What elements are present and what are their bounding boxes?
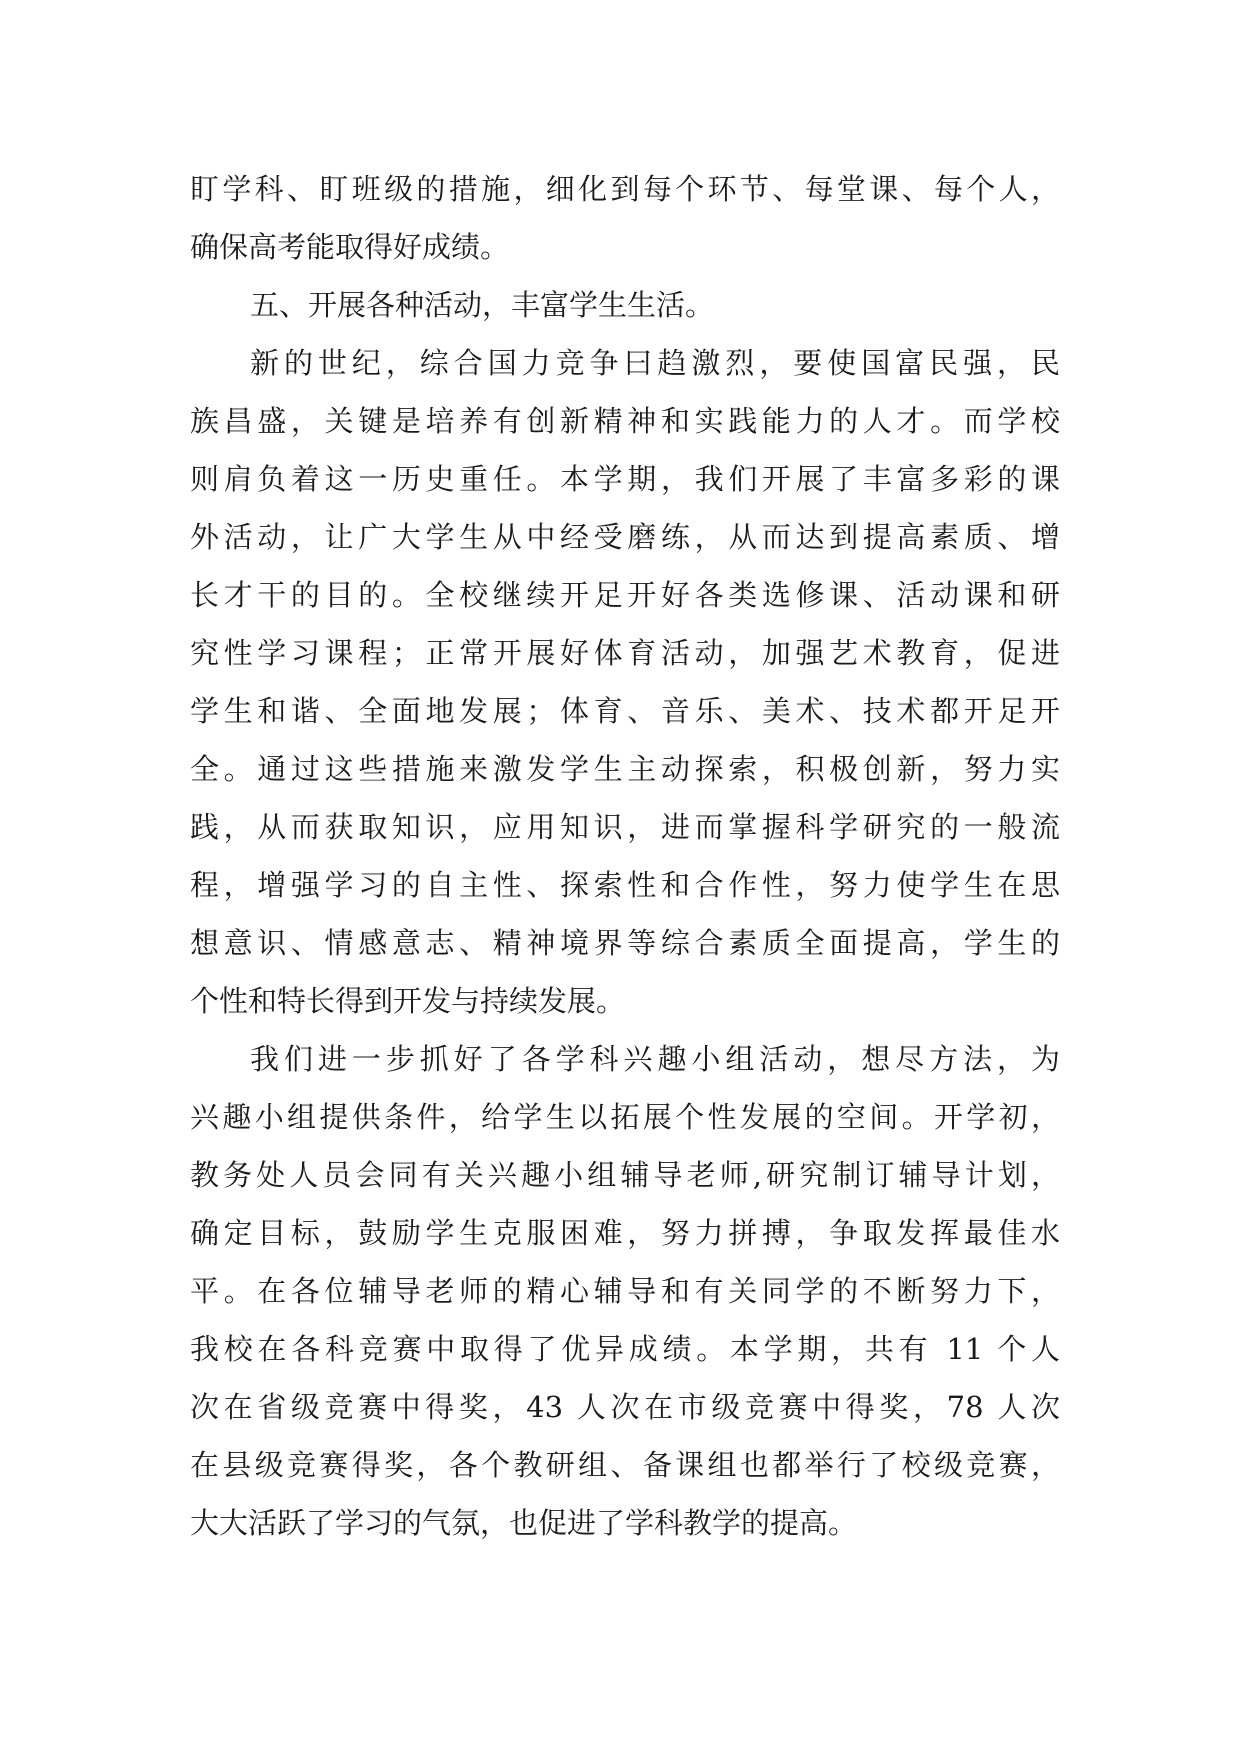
text-line: 在县级竞赛得奖，各个教研组、备课组也都举行了校级竞赛， bbox=[190, 1448, 1060, 1482]
document-body bbox=[190, 160, 1060, 1552]
text-line: 我校在各科竞赛中取得了优异成绩。本学期，共有 11 个人 bbox=[190, 1332, 1060, 1366]
text-line: 教务处人员会同有关兴趣小组辅导老师,研究制订辅导计划， bbox=[190, 1158, 1060, 1192]
text-line: 想意识、情感意志、精神境界等综合素质全面提高，学生的 bbox=[190, 926, 1060, 960]
text-line: 长才干的目的。全校继续开足开好各类选修课、活动课和研 bbox=[190, 578, 1060, 612]
text-line: 次在省级竞赛中得奖，43 人次在市级竞赛中得奖，78 人次 bbox=[190, 1390, 1060, 1424]
text-line: 程，增强学习的自主性、探索性和合作性，努力使学生在思 bbox=[190, 868, 1060, 902]
section-heading: 五、开展各种活动，丰富学生生活。 bbox=[250, 288, 715, 322]
text-line: 兴趣小组提供条件，给学生以拓展个性发展的空间。开学初， bbox=[190, 1100, 1060, 1134]
text-line: 学生和谐、全面地发展；体育、音乐、美术、技术都开足开 bbox=[190, 694, 1060, 728]
text-line: 新的世纪，综合国力竞争曰趋激烈，要使国富民强，民 bbox=[250, 346, 1060, 380]
text-line: 究性学习课程；正常开展好体育活动，加强艺术教育，促进 bbox=[190, 636, 1060, 670]
text-line: 则肩负着这一历史重任。本学期，我们开展了丰富多彩的课 bbox=[190, 462, 1060, 496]
text-line: 外活动，让广大学生从中经受磨练，从而达到提高素质、增 bbox=[190, 520, 1060, 554]
text-line: 确保高考能取得好成绩。 bbox=[190, 230, 510, 264]
text-line: 我们进一步抓好了各学科兴趣小组活动，想尽方法，为 bbox=[250, 1042, 1060, 1076]
text-line: 平。在各位辅导老师的精心辅导和有关同学的不断努力下， bbox=[190, 1274, 1060, 1308]
text-line: 确定目标，鼓励学生克服困难，努力拼搏，争取发挥最佳水 bbox=[190, 1216, 1060, 1250]
text-line: 族昌盛，关键是培养有创新精神和实践能力的人才。而学校 bbox=[190, 404, 1060, 438]
text-line: 全。通过这些措施来激发学生主动探索，积极创新，努力实 bbox=[190, 752, 1060, 786]
text-line: 践，从而获取知识，应用知识，进而掌握科学研究的一般流 bbox=[190, 810, 1060, 844]
text-line: 盯学科、盯班级的措施，细化到每个环节、每堂课、每个人， bbox=[190, 172, 1060, 206]
text-line: 大大活跃了学习的气氛，也促进了学科教学的提高。 bbox=[190, 1506, 858, 1540]
text-line: 个性和特长得到开发与持续发展。 bbox=[190, 984, 626, 1018]
